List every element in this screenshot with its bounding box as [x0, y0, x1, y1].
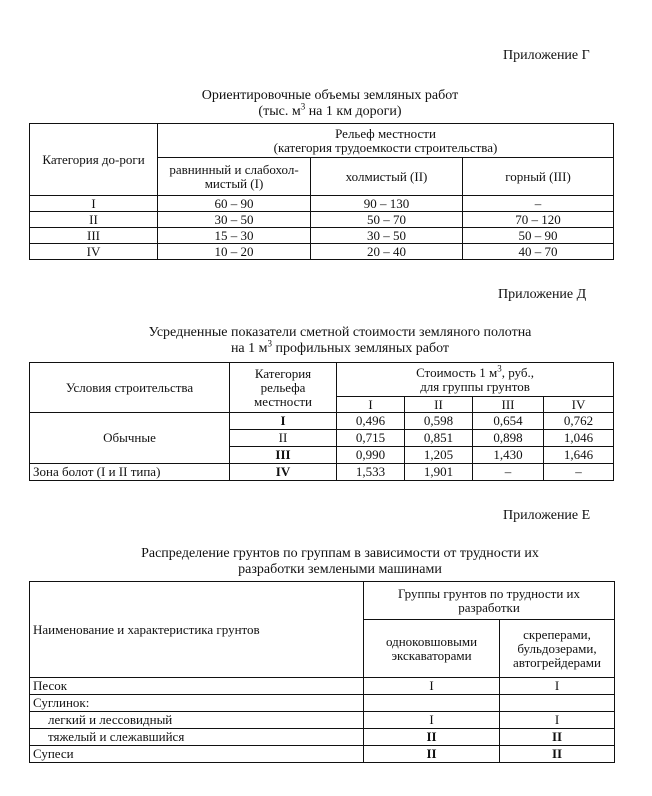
header-group-3: III: [473, 397, 544, 413]
header-relief: Рельеф местности (категория трудоемкости строительства): [158, 124, 614, 158]
header-hilly: холмистый (II): [311, 158, 463, 196]
appendix-g-title-line2: (тыс. $м^3$ на 1 км дороги): [258, 101, 402, 119]
appendix-g-title: [40, 88, 620, 120]
appendix-e-title-line2: разработки землеными машинами: [238, 562, 442, 577]
table-row: легкий и лессовидный I I: [30, 712, 615, 729]
appendix-d-label: Приложение Д: [498, 287, 587, 302]
header-group-2: II: [405, 397, 473, 413]
table-row: Супеси II II: [30, 746, 615, 763]
appendix-d-title: [40, 325, 640, 357]
appendix-e-title-line1: Распределение грунтов по группам в зависимости от трудности их: [141, 546, 539, 561]
table-row: III 0,990 1,205 1,430 1,646: [30, 447, 614, 464]
header-cost: Стоимость 1 $м^3$, руб., для группы грунтов: [337, 363, 614, 397]
table-row: IV 10 – 20 20 – 40 40 – 70: [30, 244, 614, 260]
table-row: Песок I I: [30, 678, 615, 695]
appendix-e-label: Приложение Е: [503, 508, 591, 523]
table-row: Обычные I 0,496 0,598 0,654 0,762: [30, 413, 614, 430]
header-scrapers: скреперами, бульдозерами, автогрейдерами: [500, 620, 615, 678]
header-conditions: Условия строительства: [30, 363, 230, 413]
earthwork-volume-table: [29, 123, 614, 260]
appendix-d-title-line1: Усредненные показатели сметной стоимости земляного полотна: [148, 325, 532, 340]
table-row: Суглинок:: [30, 695, 615, 712]
table-row: II 0,715 0,851 0,898 1,046: [30, 430, 614, 447]
header-excavators: одноковшовыми экскаваторами: [364, 620, 500, 678]
header-group-1: I: [337, 397, 405, 413]
table-row: II 30 – 50 50 – 70 70 – 120: [30, 212, 614, 228]
header-relief-category: Категория рельефа местности: [230, 363, 337, 413]
appendix-g-label: Приложение Г: [503, 48, 590, 63]
table-row: I 60 – 90 90 – 130 –: [30, 196, 614, 212]
appendix-e-title: [40, 546, 640, 578]
header-soil-name: Наименование и характеристика грунтов: [30, 582, 364, 678]
earthwork-cost-table: [29, 362, 614, 481]
table-row: III 15 – 30 30 – 50 50 – 90: [30, 228, 614, 244]
header-road-category: Категория до-роги: [30, 124, 158, 196]
soil-groups-table: [29, 581, 615, 763]
swamp-zone-label: Зона болот (I и II типа): [30, 464, 230, 481]
appendix-g-title-line1: Ориентировочные объемы земляных работ: [201, 88, 459, 103]
table-row: тяжелый и слежавшийся II II: [30, 729, 615, 746]
header-mountain: горный (III): [463, 158, 614, 196]
header-flat: равнинный и слабохол-мистый (I): [158, 158, 311, 196]
header-group-4: IV: [544, 397, 614, 413]
appendix-d-title-line2: на 1 $м^3$ профильных земляных работ: [230, 338, 450, 356]
ordinary-conditions-label: Обычные: [30, 413, 230, 464]
table-row: Зона болот (I и II типа) IV 1,533 1,901 – –: [30, 464, 614, 481]
header-soil-groups: Группы грунтов по трудности их разработки: [364, 582, 615, 620]
